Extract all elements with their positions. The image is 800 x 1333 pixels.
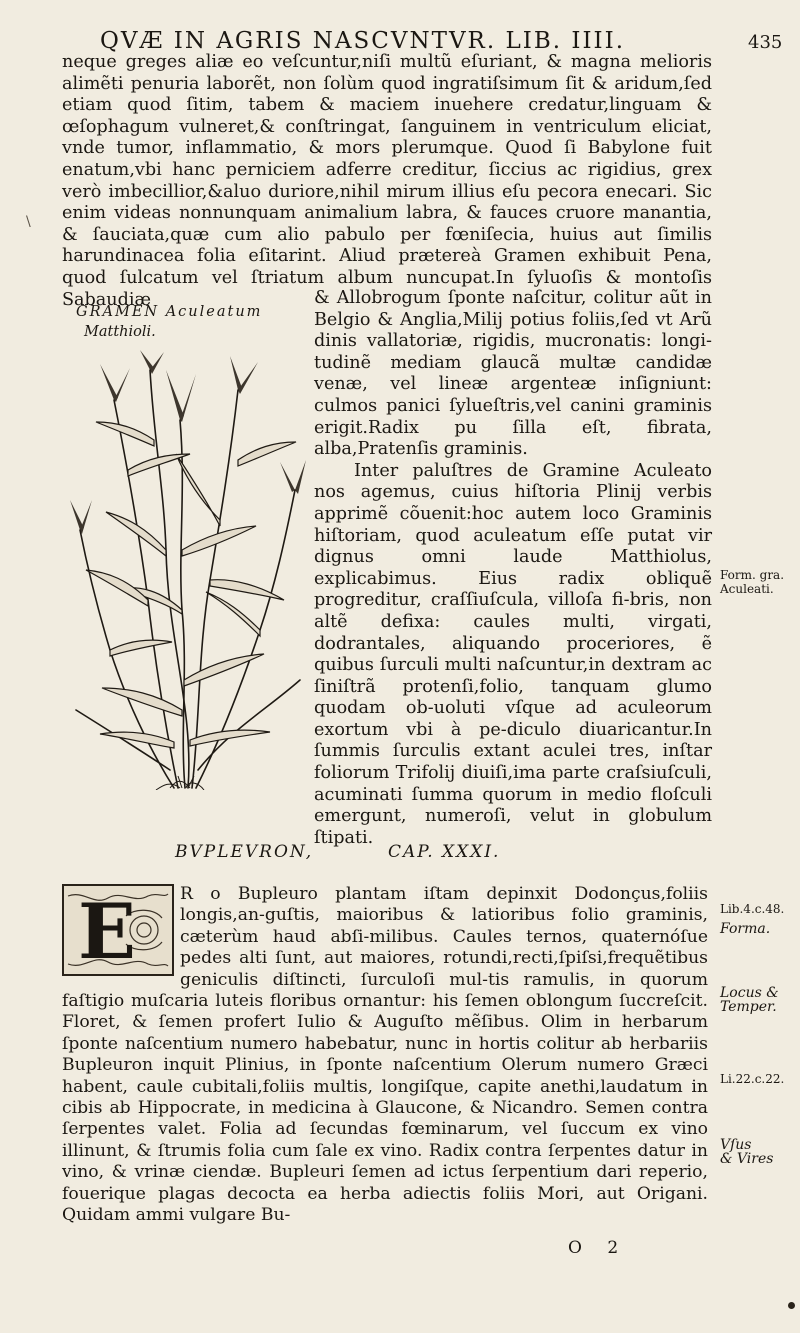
decorated-initial (62, 884, 174, 976)
chapter-heading-number: CAP. XXXI. (387, 842, 501, 862)
margin-note-locus-line1: Locus & (720, 985, 779, 1001)
chapter-heading (175, 842, 595, 862)
figure-caption (76, 302, 286, 342)
margin-note-usus-line2: & Vires (720, 1151, 774, 1167)
margin-note-reference-1: Lib.4.c.48. (720, 902, 785, 916)
page-number: 435 (748, 32, 783, 53)
margin-note-forma: Forma. (720, 921, 771, 937)
running-title: QVÆ IN AGRIS NASCVNTVR. LIB. IIII. (100, 28, 626, 54)
margin-note-reference-2: Li.22.c.22. (720, 1072, 785, 1086)
chapter-heading-title: BVPLEVRON, (175, 842, 314, 862)
right-paragraph-1: & Allobrogum ſponte naſcitur, colitur aũt in Belgio & Anglia,Milij potius foliis,ſed vt Arũ dinis vallatoriæ, rigidis, mucronatis: longi-tudinẽ mediam glaucã multæ candidæ venæ, vel lineæ argenteæ inſigniunt: culmos panici ſylueſtris,vel canini graminis erigit.Radix pu ſilla eſt, fibrata, alba,Pratenſis graminis. (314, 288, 712, 460)
margin-note-form (720, 568, 800, 596)
figure-caption-author: Matthioli. (84, 324, 156, 340)
margin-note-locus (720, 986, 800, 1014)
top-paragraph-block (62, 52, 712, 311)
top-paragraph: neque greges aliæ eo veſcuntur,niſi multũ eſuriant, & magna melioris alimẽti penuria laborẽt, non ſolùm quod ingratiſsimum ſit & aridum,ſed etiam quod ſitim, tabem & maciem inuehere credatur,linguam & œſophagum vulneret,& conſtringat, ſanguinem in ventriculum eliciat, vnde tumor, inflammatio, & mors plerumque. Quod ſi Babylone fuit enatum,vbi hanc perniciem adferre creditur, ſiccius ac rigidius, grex verò imbecillior,&aluo duriore,nihil mirum illius eſu pecora enecari. Sic enim videas nonnunquam animalium labra, & fauces cruore manantia, & ſauciata,quæ cum alio pabulo per fœniſecia, huius aut ſimilis harundinacea folia eſitarint. Aliud prætereà Gramen exhibuit Pena, quod ſulcatum vel ſtriatum album nuncupat.In ſyluoſis & montoſis Sabaudiæ (62, 52, 712, 310)
ink-spot (788, 1302, 795, 1309)
margin-note-form-line1: Form. gra. (720, 568, 785, 582)
gathering-signature: O 2 (568, 1238, 629, 1258)
right-paragraph-2: Inter paluſtres de Gramine Aculeato nos agemus, cuius hiſtoria Plinij verbis apprimẽ cõuenit:hoc autem loco Graminis hiſtoriam, quod aculeatum eſſe putat vir dignus omni laude Matthiolus, explicabimus. Eius radix obliquẽ progreditur, craſſiuſcula, villoſa fi-bris, non altẽ defixa: caules multi, virgati, dodrantales, aliquando proceriores, ẽ quibus ſurculi multi naſcuntur,in dextram ac ſiniſtrã protenſi,folio, tanquam glumo quodam ob-uoluti vſque ad aculeorum exortum vbi à pe-diculo diuaricantur.In ſummis ſurculis extant aculei tres, inſtar foliorum Trifolij diuiſi,ima parte craſsiuſculi, acuminati ſumma quorum in medio floſculi emergunt, numeroſi, velut in globulum ſtipati. (314, 460, 712, 848)
chapter-paragraph: R o Bupleuro plantam iſtam depinxit Dodonçus,foliis longis,an-guſtis, maioribus & latioribus folio graminis, cæterùm haud abſi-milibus. Caules ternos, quaternóſue pedes alti ſunt, aut maiores, rotundi,recti,ſpiſsi,frequẽtibus geniculis diſtincti, ſurculoſi mul-tis ramulis, in quorum faſtigio muſcaria luteis floribus ornantur: his ſemen oblongum ſuccreſcit. Floret, & ſemen profert Iulio & Auguſto mẽſibus. Olim in herbarum ſponte naſcentium numero habebatur, nunc in hortis colitur ab herbariis Bupleuron inquit Plinius, in ſponte naſcentium Olerum numero Græci habent, caule cubitali,foliis multis, longiſque, capite anethi,laudatum in cibis ab Hippocrate, in medicina à Glaucone, & Nicandro. Semen contra ſerpentes valet. Folia ad ſecundas fœminarum, vel ſuccum ex vino illinunt, & ſtrumis folia cum ſale ex vino. Radix contra ſerpentes datur in vino, & vrinæ ciendæ. Bupleuri ſemen ad ictus ſerpentium dari reperio, fouerique plagas decocta ea herba adiectis foliis Mori, aut Origani. Quidam ammi vulgare Bu- (62, 884, 708, 1226)
figure-caption-title: GRAMEN Aculeatum (76, 304, 263, 320)
margin-note-form-line2: Aculeati. (720, 582, 774, 596)
margin-mark: \ (26, 214, 31, 230)
right-column-text (314, 288, 712, 849)
margin-note-locus-line2: Temper. (720, 999, 777, 1015)
initial-letter: E (78, 887, 136, 976)
margin-note-usus (720, 1138, 800, 1166)
grass-woodcut-illustration (70, 350, 310, 790)
margin-note-usus-line1: Vſus (720, 1137, 752, 1153)
